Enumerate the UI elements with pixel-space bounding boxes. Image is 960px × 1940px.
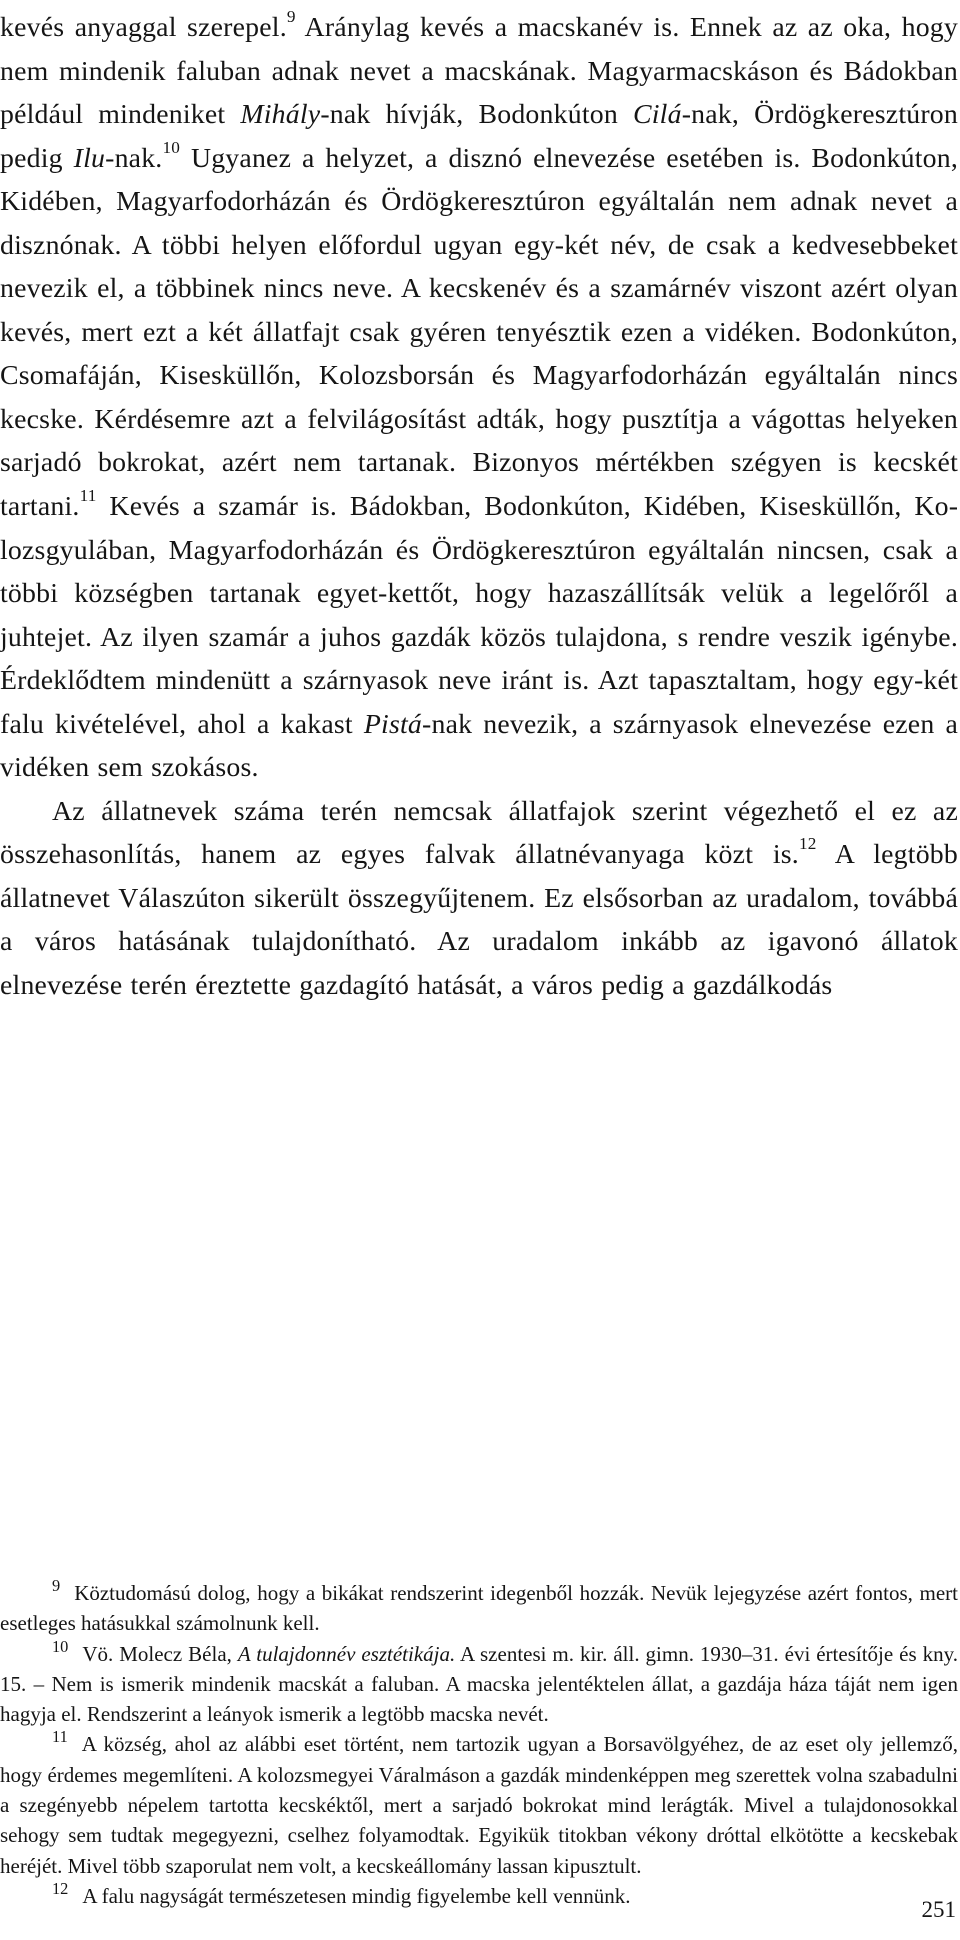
footnote-number: 12	[52, 1878, 69, 1898]
text-run: A község, ahol az alábbi eset történt, nem tartozik ugyan a Borsavölgyéhez, de az eset oly jellemző, hogy érdemes megemlíteni. A kolozsmegyei Váralmáson a gazdák mindenképpen meg szerettek volna szabadulni a szegényebb népelem tartotta kecskéktől, mert a sarjadó bokrokat mind lerágták. Mivel a tulajdonosokkal sehogy sem tudtak megegyezni, cselhez folyamodtak. Egyikük titokban vékony dróttal elkötötte a kecskebak heréjét. Mivel több szaporulat nem volt, a kecskeállomány lassan kipusztult.	[0, 1732, 958, 1878]
italic-text: Cilá	[633, 99, 682, 131]
text-run: Vö. Molecz Béla,	[82, 1641, 238, 1666]
text-run: A falu nagyságát természetesen mindig figyelembe kell vennünk.	[82, 1883, 631, 1908]
text-run: A legtöbb állatnevet Válaszúton sikerült összegyűjtenem. Ez elsősorban az uradalom, továbbá a város hatásának tulajdonítható. Az uradalom inkább az igavonó állatok elnevezése terén éreztette gazdagító hatását, a város pedig a gazdálkodás	[0, 839, 958, 1002]
footnotes	[0, 1578, 958, 1911]
footnote-number: 9	[52, 1576, 61, 1595]
footnote-12	[0, 1878, 958, 1911]
paragraph-2	[0, 790, 958, 1008]
paragraph-1	[0, 6, 958, 790]
text-run: Aránylag kevés a macskanév is. Ennek az az oka, hogy nem mindenik faluban adnak nevet a macskának. Magyarmacskáson és Bádokban például mindeniket	[0, 12, 959, 131]
page-number: 251	[921, 1897, 956, 1922]
text-run: -nak hívják, Bodonkúton	[320, 99, 634, 131]
text-run: A szentesi m. kir. áll. gimn. 1930–31. évi értesítője és kny. 15. – Nem is ismerik mindenik macskát a faluban. A macska jelentéktelen állat, a gazdája háza táját nem igen hagyja el. Rendszerint a leányok ismerik a legtöbb macska nevét.	[0, 1641, 958, 1727]
text-run: Az állatnevek száma terén nemcsak állatfajok szerint végezhető el ez az összehasonlítás, hanem az egyes falvak állatnévanyaga közt is.	[0, 795, 958, 871]
footnote-10	[0, 1636, 958, 1730]
footnote-number: 11	[52, 1727, 68, 1747]
italic-text: A tulajdonnév esztétikája.	[237, 1641, 456, 1666]
footnote-reference: 11	[79, 486, 97, 506]
italic-text: Mihály	[240, 99, 321, 131]
footnote-reference: 10	[162, 137, 181, 157]
text-run: -nak.	[105, 142, 163, 174]
footnote-9	[0, 1578, 958, 1639]
footnote-reference: 9	[286, 7, 296, 27]
text-run: -nak, Ördögkeresztúron pedig	[0, 99, 958, 174]
main-text	[0, 6, 958, 1008]
footnote-reference: 12	[798, 834, 817, 854]
footnote-number: 10	[52, 1636, 69, 1656]
text-run: kevés anyaggal szerepel.	[0, 12, 287, 43]
italic-text: Pistá	[363, 708, 423, 740]
text-run: Kevés a szamár is. Bádokban, Bodonkúton, Kidében, Kisesküllőn, Kolozsgyulában, Magyarfodorházán és Ördögkeresztúron egyáltalán nincsen, csak a többi községben tartanak egyet-kettőt, hogy hazaszállítsák velük a legelőről a juhtejet. Az ilyen szamár a juhos gazdák közös tulajdona, s rendre veszik igénybe. Érdeklődtem mindenütt a szárnyasok neve iránt is. Azt tapasztaltam, hogy egy-két falu kivételével, ahol a kakast	[0, 491, 958, 740]
footnote-11	[0, 1729, 958, 1880]
text-run: -nak nevezik, a szárnyasok elnevezése ezen a vidéken sem szokásos.	[0, 708, 958, 784]
text-run: Ugyanez a helyzet, a disznó elnevezése esetében is. Bodonkúton, Kidében, Magyarfodorházán és Ördögkeresztúron egyáltalán nem adnak nevet a disznónak. A többi helyen előfordul ugyan egy-két név, de csak a kedvesebbeket nevezik el, a többinek nincs neve. A kecskenév és a szamárnév viszont azért olyan kevés, mert ezt a két állatfajt csak gyéren tenyésztik ezen a vidéken. Bodonkúton, Csomafáján, Kisesküllőn, Kolozsborsán és Magyarfodorházán egyáltalán nincs kecske. Kérdésemre azt a felvilágosítást adták, hogy pusztítja a vágottas helyeken sarjadó bokrokat, azért nem tartanak. Bizonyos mértékben szégyen is kecskét tartani.	[0, 142, 958, 523]
text-run: Köztudomású dolog, hogy a bikákat rendszerint idegenből hozzák. Nevük lejegyzése azért fontos, mert esetleges hatásukkal számolnunk kell.	[0, 1581, 958, 1636]
italic-text: Ilu	[73, 142, 106, 174]
